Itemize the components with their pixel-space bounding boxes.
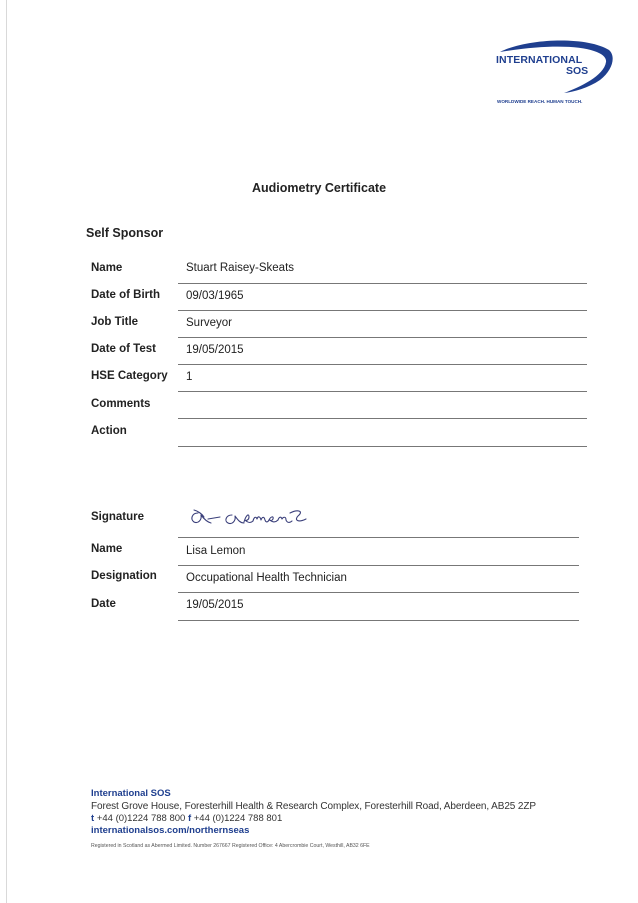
date-of-test-label: Date of Test bbox=[91, 343, 156, 355]
certificate-title: Audiometry Certificate bbox=[251, 181, 387, 195]
dob-label: Date of Birth bbox=[91, 289, 160, 301]
signoff-date-underline bbox=[178, 620, 579, 621]
designation-label: Designation bbox=[91, 570, 157, 582]
fax-prefix: f bbox=[187, 813, 192, 824]
hse-category-label: HSE Category bbox=[91, 370, 168, 382]
footer-phones bbox=[91, 813, 282, 824]
name-value: Stuart Raisey-Skeats bbox=[186, 262, 295, 274]
footer-company: International SOS bbox=[91, 788, 171, 799]
job-title-underline bbox=[178, 337, 587, 338]
hse-category-value: 1 bbox=[186, 371, 193, 383]
footer-address: Forest Grove House, Foresterhill Health & Research Complex, Foresterhill Road, Aberdeen, AB25 2ZP bbox=[91, 801, 536, 812]
dob-value: 09/03/1965 bbox=[186, 290, 244, 302]
logo-text-line1: INTERNATIONAL bbox=[496, 54, 583, 66]
page-edge bbox=[6, 0, 7, 903]
logo-tagline: WORLDWIDE REACH. HUMAN TOUCH. bbox=[497, 99, 583, 104]
handwritten-signature bbox=[186, 503, 316, 531]
dob-underline bbox=[178, 310, 587, 311]
designation-value: Occupational Health Technician bbox=[186, 572, 347, 584]
footer-registration: Registered in Scotland as Abermed Limited. Number 267667 Registered Office: 4 Abercrombie Court, Westhill, AB32 6FE bbox=[91, 843, 370, 849]
signature-label: Signature bbox=[91, 511, 145, 523]
phone-prefix: t bbox=[91, 813, 95, 824]
fax-number: +44 (0)1224 788 801 bbox=[193, 813, 283, 824]
signoff-name-label: Name bbox=[91, 543, 123, 555]
date-of-test-underline bbox=[178, 364, 587, 365]
international-sos-logo bbox=[492, 40, 617, 110]
signoff-name-underline bbox=[178, 565, 579, 566]
logo-text-line2: SOS bbox=[566, 65, 589, 77]
comments-underline bbox=[178, 418, 587, 419]
section-heading: Self Sponsor bbox=[86, 226, 164, 240]
signoff-name-value: Lisa Lemon bbox=[186, 545, 246, 557]
footer-website[interactable]: internationalsos.com/northernseas bbox=[91, 825, 250, 836]
comments-label: Comments bbox=[91, 398, 151, 410]
name-underline bbox=[178, 283, 587, 284]
job-title-value: Surveyor bbox=[186, 317, 233, 329]
phone-number: +44 (0)1224 788 800 bbox=[96, 813, 186, 824]
hse-category-underline bbox=[178, 391, 587, 392]
name-label: Name bbox=[91, 262, 123, 274]
signoff-date-label: Date bbox=[91, 598, 116, 610]
job-title-label: Job Title bbox=[91, 316, 139, 328]
designation-underline bbox=[178, 592, 579, 593]
signoff-date-value: 19/05/2015 bbox=[186, 599, 244, 611]
action-underline bbox=[178, 446, 587, 447]
logo-swoosh-icon bbox=[492, 40, 617, 98]
signature-underline bbox=[178, 537, 579, 538]
action-label: Action bbox=[91, 425, 127, 437]
date-of-test-value: 19/05/2015 bbox=[186, 344, 244, 356]
